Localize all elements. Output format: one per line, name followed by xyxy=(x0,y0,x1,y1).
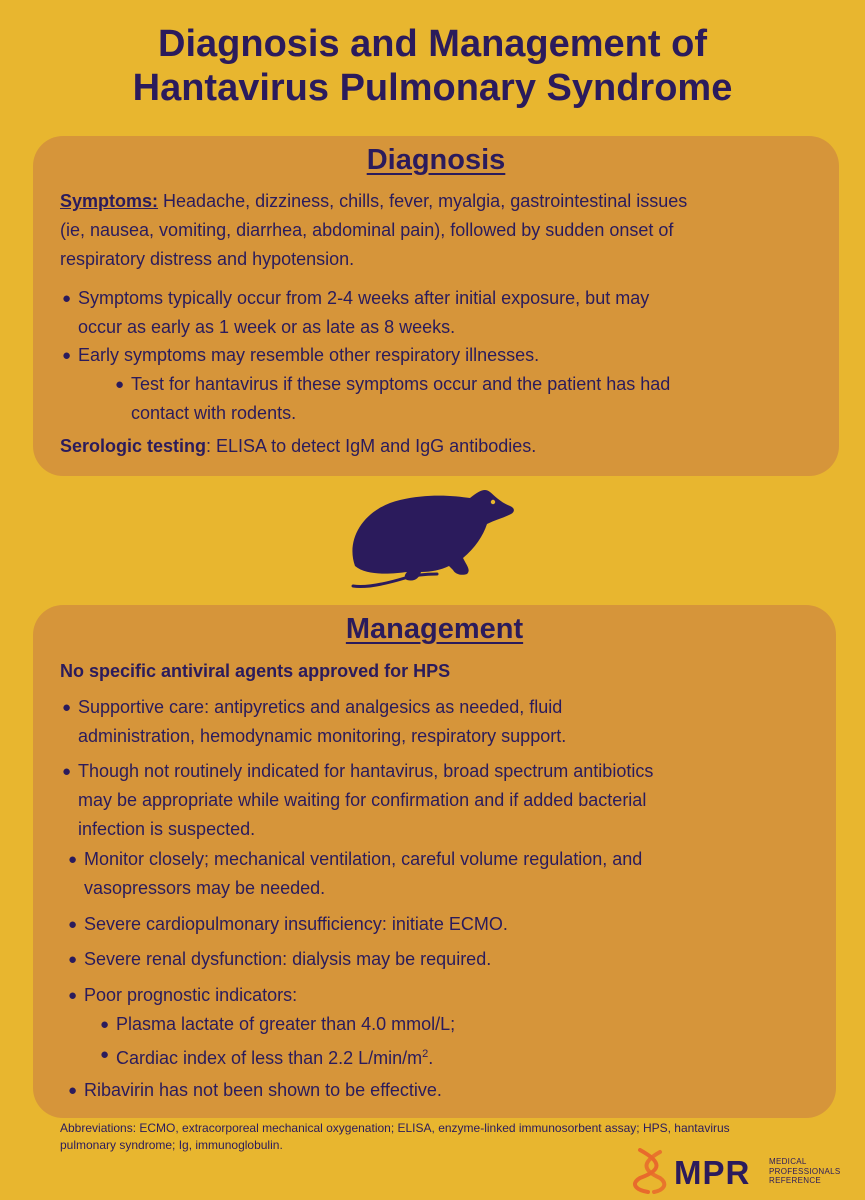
symptoms-label: Symptoms: xyxy=(60,191,159,211)
symptoms-paragraph xyxy=(60,187,820,274)
symptoms-text-line-1: Headache, dizziness, chills, fever, myalgia, gastrointestinal issues xyxy=(163,191,688,211)
management-bullet-ecmo xyxy=(68,910,808,939)
logo-sub-line: MEDICAL xyxy=(769,1157,807,1166)
title-line-2: Hantavirus Pulmonary Syndrome xyxy=(132,67,733,109)
management-bullet-monitor xyxy=(68,845,808,903)
bullet-line: contact with rodents. xyxy=(131,403,297,423)
bullet-icon: ● xyxy=(68,987,78,1004)
mpr-logo xyxy=(632,1148,842,1194)
rat-icon xyxy=(345,478,520,598)
abbreviations-line-2: pulmonary syndrome; Ig, immunoglobulin. xyxy=(60,1138,283,1152)
bullet-line: Severe cardiopulmonary insufficiency: initiate ECMO. xyxy=(84,914,508,934)
serologic-label: Serologic testing xyxy=(60,436,207,456)
management-bullet-prognostic xyxy=(68,981,808,1010)
diagnosis-heading: Diagnosis xyxy=(366,144,506,176)
bullet-line: occur as early as 1 week or as late as 8 weeks. xyxy=(78,317,456,337)
bullet-icon: ● xyxy=(62,290,72,307)
management-bullet-ribavirin xyxy=(68,1076,808,1105)
bullet-line: vasopressors may be needed. xyxy=(84,878,326,898)
bullet-icon: ● xyxy=(68,916,78,933)
bullet-icon: ● xyxy=(68,851,78,868)
bullet-line: Ribavirin has not been shown to be effective. xyxy=(84,1080,442,1100)
management-bullet-supportive xyxy=(62,693,802,751)
logo-wordmark: MPR xyxy=(674,1154,751,1191)
superscript: 2 xyxy=(422,1048,429,1060)
bullet-line: Symptoms typically occur from 2-4 weeks after initial exposure, but may xyxy=(78,288,650,308)
diagnosis-sub-bullet-test xyxy=(115,370,815,428)
logo-sub-line: REFERENCE xyxy=(769,1176,822,1185)
bullet-icon: ● xyxy=(115,376,125,393)
bullet-line: Monitor closely; mechanical ventilation, careful volume regulation, and xyxy=(84,849,643,869)
management-heading: Management xyxy=(345,613,524,645)
bullet-icon: ● xyxy=(62,347,72,364)
bullet-line: infection is suspected. xyxy=(78,819,256,839)
prognostic-sub-bullet-lactate xyxy=(100,1010,800,1039)
bullet-icon: ● xyxy=(100,1016,110,1033)
management-bullet-renal xyxy=(68,945,808,974)
bullet-line: may be appropriate while waiting for confirmation and if added bacterial xyxy=(78,790,647,810)
bullet-icon: ● xyxy=(68,951,78,968)
abbreviations-line-1: Abbreviations: ECMO, extracorporeal mechanical oxygenation; ELISA, enzyme-linked immunosorbent assay; HPS, hantavirus xyxy=(60,1121,730,1135)
bullet-icon: ● xyxy=(62,763,72,780)
serologic-testing xyxy=(60,432,820,461)
bullet-line: Poor prognostic indicators: xyxy=(84,985,298,1005)
dna-helix-icon xyxy=(632,1148,672,1194)
bullet-line: Test for hantavirus if these symptoms occur and the patient has had xyxy=(131,374,671,394)
bullet-line: Early symptoms may resemble other respiratory illnesses. xyxy=(78,345,540,365)
page-title xyxy=(0,22,865,110)
title-line-1: Diagnosis and Management of xyxy=(158,23,707,65)
bullet-line: Plasma lactate of greater than 4.0 mmol/L; xyxy=(116,1014,456,1034)
bullet-line: Severe renal dysfunction: dialysis may be required. xyxy=(84,949,492,969)
bullet-icon: ● xyxy=(62,699,72,716)
serologic-text: : ELISA to detect IgM and IgG antibodies. xyxy=(206,436,537,456)
bullet-line: Cardiac index of less than 2.2 L/min/m xyxy=(116,1048,423,1068)
bullet-line-end: . xyxy=(428,1048,434,1068)
management-panel xyxy=(33,605,836,1118)
bullet-line: administration, hemodynamic monitoring, respiratory support. xyxy=(78,726,567,746)
diagnosis-bullet-early xyxy=(62,341,802,370)
management-bullet-antibiotics xyxy=(62,757,812,844)
symptoms-text-line-3: respiratory distress and hypotension. xyxy=(60,249,355,269)
management-subheading: No specific antiviral agents approved for HPS xyxy=(60,661,451,681)
bullet-line: Though not routinely indicated for hantavirus, broad spectrum antibiotics xyxy=(78,761,654,781)
symptoms-text-line-2: (ie, nausea, vomiting, diarrhea, abdominal pain), followed by sudden onset of xyxy=(60,220,674,240)
logo-sub-line: PROFESSIONALS xyxy=(769,1166,841,1176)
prognostic-sub-bullet-cardiac xyxy=(100,1040,800,1073)
bullet-icon: ● xyxy=(100,1046,110,1063)
diagnosis-bullet-onset xyxy=(62,284,802,342)
diagnosis-panel xyxy=(33,136,839,476)
bullet-line: Supportive care: antipyretics and analgesics as needed, fluid xyxy=(78,697,563,717)
bullet-icon: ● xyxy=(68,1082,78,1099)
logo-subtitle xyxy=(769,1157,840,1186)
